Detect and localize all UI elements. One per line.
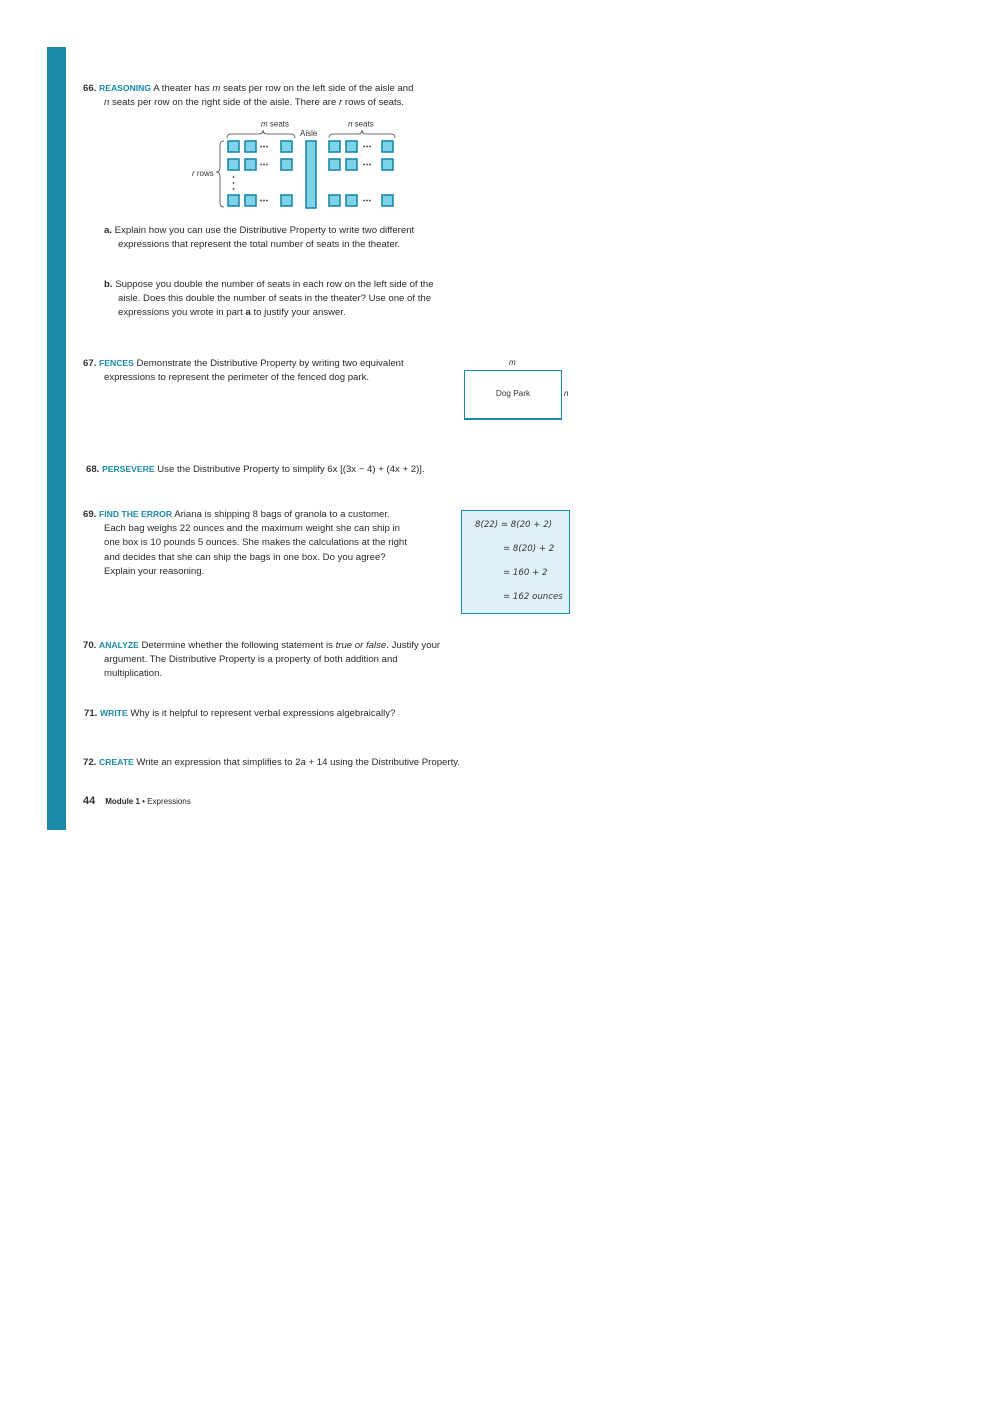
ellipsis-dot [260,200,262,202]
vertical-ellipsis-dot [233,188,235,190]
dog-park-rectangle [464,370,562,420]
question-72: 72. CREATE Write an expression that simplifies to 2a + 14 using the Distributive Property. [83,757,460,768]
ellipsis-dot [369,146,371,148]
ellipsis-dot [266,164,268,166]
seat-icon [329,159,340,170]
seat-icon [281,195,292,206]
question-66a: a. Explain how you can use the Distributive Property to write two different expressions that represent the total number of seats in the theater. [104,225,415,251]
seat-icon [281,159,292,170]
ellipsis-dot [363,146,365,148]
work-line: 8(22) = 8(20 + 2) [475,520,553,530]
module-title: Expressions [147,797,191,806]
dog-park-label: Dog Park [495,389,531,398]
question-71: 71. WRITE Why is it helpful to represent verbal expressions algebraically? [84,708,396,719]
question-66: 66. REASONING A theater has m seats per row on the left side of the aisle and n seats per row on the right side of the aisle. There are r rows of seats. [83,83,414,109]
ellipsis-dot [260,146,262,148]
seat-icon [245,141,256,152]
dog-park-side-label: n [564,389,569,398]
ellipsis-dot [369,200,371,202]
dog-park-top-label: m [509,358,516,367]
seat-icon [346,195,357,206]
question-number: 66. [83,83,97,94]
seat-icon [382,195,393,206]
seat-icon [281,141,292,152]
seat-icon [228,159,239,170]
aisle-label: Aisle [300,129,318,138]
seat-icon [245,195,256,206]
ellipsis-dot [363,200,365,202]
n-seats-label: n seats [348,119,374,129]
page-number: 44 [83,795,96,807]
question-keyword: REASONING [99,83,152,93]
side-accent-bar [47,47,66,830]
vertical-ellipsis-dot [233,182,235,184]
question-68: 68. PERSEVERE Use the Distributive Property to simplify 6x [(3x − 4) + (4x + 2)]. [86,464,425,475]
ellipsis-dot [263,164,265,166]
r-rows-brace [216,141,224,207]
ellipsis-dot [263,200,265,202]
seat-icon [228,195,239,206]
work-line: = 8(20) + 2 [503,544,555,554]
work-line: = 162 ounces [503,592,563,602]
aisle-bar [306,141,316,208]
question-70: 70. ANALYZE Determine whether the following statement is true or false. Justify your argument. The Distributive Property is a property of both addition and multiplication. [83,640,441,680]
vertical-ellipsis-dot [233,176,235,178]
work-line: = 160 + 2 [503,568,548,578]
ellipsis-dot [260,164,262,166]
ellipsis-dot [263,146,265,148]
ellipsis-dot [366,146,368,148]
seat-icon [228,141,239,152]
error-work-box [461,510,570,614]
ellipsis-dot [369,164,371,166]
n-seats-brace [329,130,395,138]
seat-icon [245,159,256,170]
ellipsis-dot [266,200,268,202]
seat-icon [382,141,393,152]
page-footer: 44 Module 1 • Expressions [83,795,191,807]
seat-icon [346,141,357,152]
seat-icon [382,159,393,170]
ellipsis-dot [363,164,365,166]
ellipsis-dot [366,200,368,202]
ellipsis-dot [366,164,368,166]
module-label: Module 1 [105,797,140,806]
ellipsis-dot [266,146,268,148]
question-66b: b. Suppose you double the number of seats in each row on the left side of the aisle. Does this double the number of seats in the theater? Use one of the expressions you wrote in part a to justify your answer. [104,279,434,319]
seat-icon [346,159,357,170]
theater-seating-diagram [185,115,405,213]
seat-icon [329,141,340,152]
question-67: 67. FENCES Demonstrate the Distributive Property by writing two equivalent expressions to represent the perimeter of the fenced dog park. [83,358,404,384]
m-seats-label: m seats [261,119,290,129]
m-seats-brace [227,130,295,138]
r-rows-label: r rows [192,169,214,178]
seat-icon [329,195,340,206]
question-69: 69. FIND THE ERROR Ariana is shipping 8 bags of granola to a customer. Each bag weighs 22 ounces and the maximum weight she can ship in one box is 10 pounds 5 ounces. She makes the calculations at the right and decides that she can ship the bags in one box. Do you agree? Explain your reasoning. [83,509,407,577]
